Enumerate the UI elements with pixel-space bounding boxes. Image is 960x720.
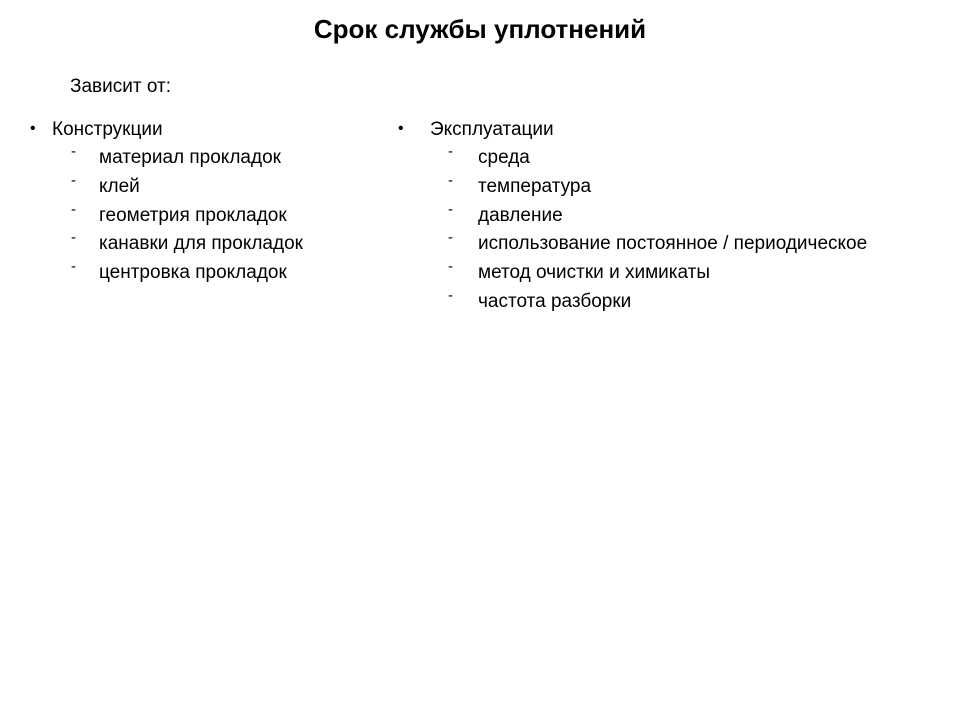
list-item-label: канавки для прокладок xyxy=(99,233,303,255)
list-item-label: материал прокладок xyxy=(99,147,281,168)
design-sub-list xyxy=(30,144,390,288)
bullet-icon: • xyxy=(30,120,36,137)
bullet-item-design xyxy=(30,116,390,144)
dash-icon: - xyxy=(448,258,453,276)
list-item-label: центровка прокладок xyxy=(99,262,287,284)
list-item-label: геометрия прокладок xyxy=(99,204,287,226)
list-item-label: клей xyxy=(99,175,140,197)
dash-icon: - xyxy=(71,258,76,276)
bullet-icon: • xyxy=(398,120,404,137)
list-item xyxy=(30,144,390,173)
operation-column xyxy=(398,116,953,317)
slide-subtitle: Зависит от: xyxy=(70,76,171,97)
list-item xyxy=(398,173,953,202)
dash-icon: - xyxy=(71,171,76,189)
bullet-label: Эксплуатации xyxy=(430,119,554,140)
list-item xyxy=(398,202,953,231)
operation-sub-list xyxy=(398,144,953,317)
list-item xyxy=(30,173,390,202)
list-item-label: частота разборки xyxy=(478,290,632,312)
list-item-label: метод очистки и химикаты xyxy=(478,262,710,284)
list-item-label: температура xyxy=(478,175,592,197)
dash-icon: - xyxy=(448,286,453,304)
dash-icon: - xyxy=(71,143,76,160)
dash-icon: - xyxy=(448,143,453,160)
dash-icon: - xyxy=(71,229,76,247)
list-item xyxy=(30,259,390,288)
list-item-label: среда xyxy=(478,147,530,168)
design-column xyxy=(30,116,390,288)
dash-icon: - xyxy=(448,200,453,218)
list-item xyxy=(398,144,953,173)
list-item xyxy=(30,230,390,259)
list-item xyxy=(30,202,390,231)
list-item-label: давление xyxy=(478,204,563,226)
list-item xyxy=(398,259,953,288)
dash-icon: - xyxy=(448,171,453,189)
bullet-item-operation xyxy=(398,116,953,144)
dash-icon: - xyxy=(71,200,76,218)
list-item xyxy=(398,288,953,317)
bullet-label: Конструкции xyxy=(52,119,163,140)
list-item-label: использование постоянное / периодическое xyxy=(478,233,868,255)
dash-icon: - xyxy=(448,229,453,247)
slide-title: Срок службы уплотнений xyxy=(313,14,647,44)
list-item xyxy=(398,230,953,259)
